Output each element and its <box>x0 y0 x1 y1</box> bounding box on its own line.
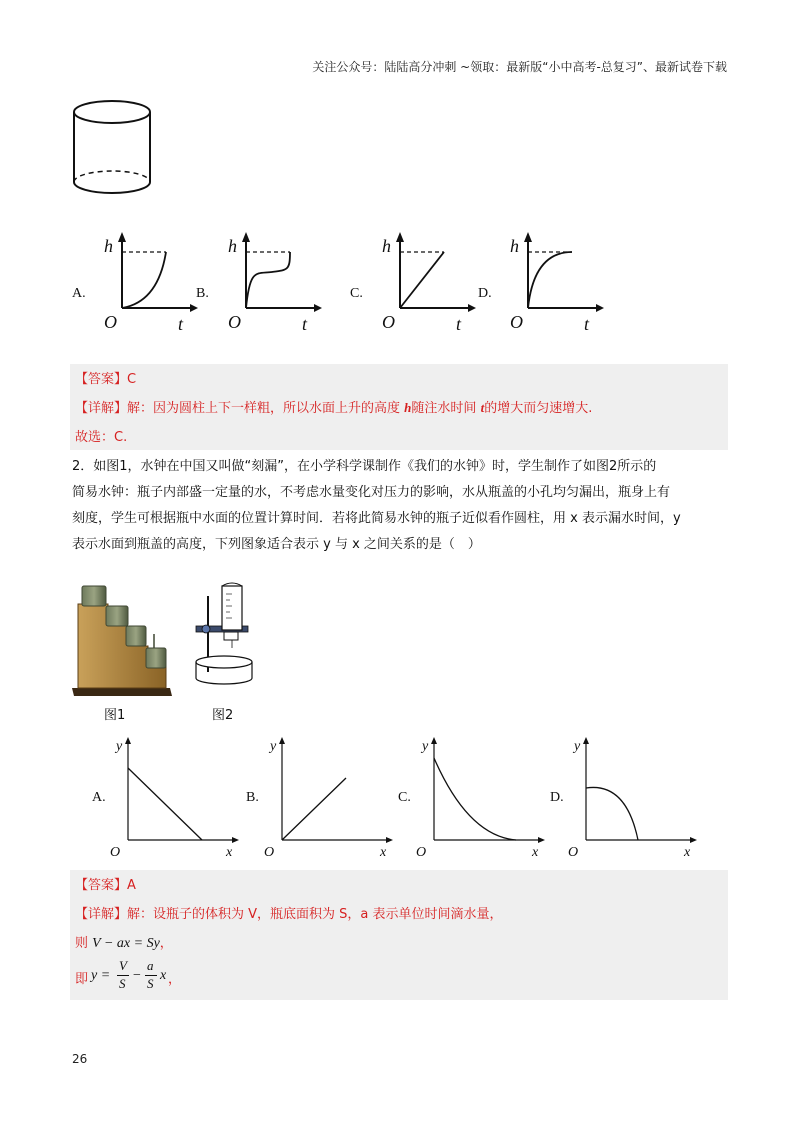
y-x-curve <box>586 787 638 840</box>
y-axis-arrow <box>242 232 250 242</box>
q2-line-4: 表示水面到瓶盖的高度，下列图象适合表示 y 与 x 之间关系的是（ ） <box>72 537 481 552</box>
q2-line3-suffix: ， <box>168 972 182 987</box>
q2-graph-svg <box>568 730 702 860</box>
y-axis-arrow <box>396 232 404 242</box>
y-axis-label: y <box>574 739 581 754</box>
origin-label: O <box>510 312 523 332</box>
q2-line-2: 简易水钟：瓶子内部盛一定量的水，不考虑水量变化对压力的影响，水从瓶盖的小孔均匀漏出，瓶身上有 <box>72 485 671 500</box>
q2-line2-prefix: 则 <box>75 936 89 951</box>
h-axis-label: h <box>228 236 237 256</box>
q2-frac1-den: S <box>119 976 126 991</box>
q2-answer-box <box>70 870 728 1000</box>
h-axis-label: h <box>510 236 519 256</box>
q2-answer-label: 【答案】 <box>75 878 128 893</box>
figure-2-simple-water-clock <box>190 580 260 704</box>
q1-option-letter: D. <box>478 286 492 301</box>
origin-label: O <box>110 845 121 860</box>
q1-option-letter: B. <box>196 286 209 301</box>
origin-label: O <box>568 845 579 860</box>
y-x-curve <box>434 758 516 840</box>
q2-line-3: 刻度，学生可根据瓶中水面的位置计算时间．若将此简易水钟的瓶子近似看作圆柱，用 x 表示漏水时间，y <box>72 511 681 526</box>
q2-option-letter: D. <box>550 790 564 805</box>
q1-detail-text: 解：因为圆柱上下一样粗，所以水面上升的高度 <box>127 401 401 416</box>
x-axis-arrow <box>538 837 545 843</box>
figure-2-caption: 图2 <box>212 708 234 723</box>
x-axis-arrow <box>314 304 322 312</box>
q1-detail-text3: 的增大而匀速增大. <box>484 401 593 416</box>
origin-label: O <box>104 312 117 332</box>
y-x-curve <box>128 768 202 840</box>
h-t-curve <box>122 252 166 308</box>
x-axis-arrow <box>232 837 239 843</box>
x-axis-label: x <box>226 845 233 860</box>
q2-line2-equation: V − ax = Sy <box>92 936 160 951</box>
x-axis-arrow <box>386 837 393 843</box>
y-axis-arrow <box>583 737 589 744</box>
x-axis-arrow <box>596 304 604 312</box>
t-axis-label: t <box>584 314 590 334</box>
q1-option-letter: A. <box>72 286 86 301</box>
q2-graph-svg <box>264 730 398 860</box>
q2-option-letter: C. <box>398 790 411 805</box>
x-axis-label: x <box>532 845 539 860</box>
q2-frac1-num: V <box>119 958 127 973</box>
figure-1-caption: 图1 <box>104 708 126 723</box>
origin-label: O <box>264 845 275 860</box>
q1-answer-box <box>70 364 728 450</box>
q2-line3-prefix: 即 <box>75 972 89 987</box>
x-axis-arrow <box>690 837 697 843</box>
q2-detail-label: 【详解】 <box>75 907 128 922</box>
x-axis-arrow <box>468 304 476 312</box>
q2-line-1: 2．如图1，水钟在中国又叫做“刻漏”，在小学科学课制作《我们的水钟》时，学生制作了如图2所示的 <box>72 459 657 474</box>
y-axis-arrow <box>125 737 131 744</box>
origin-label: O <box>416 845 427 860</box>
h-t-curve <box>400 252 444 308</box>
h-t-curve <box>528 252 572 308</box>
q1-answer-label: 【答案】 <box>75 372 128 387</box>
x-axis-arrow <box>190 304 198 312</box>
y-axis-arrow <box>431 737 437 744</box>
h-axis-label: h <box>104 236 113 256</box>
origin-label: O <box>382 312 395 332</box>
h-axis-label: h <box>382 236 391 256</box>
y-x-curve <box>282 778 346 840</box>
y-axis-arrow <box>279 737 285 744</box>
q1-detail-text2: 随注水时间 <box>411 401 477 416</box>
q1-detail-var-t: t <box>480 400 485 415</box>
y-axis-arrow <box>524 232 532 242</box>
t-axis-label: t <box>178 314 184 334</box>
q1-graph-svg <box>502 228 622 338</box>
q2-detail-text: 解：设瓶子的体积为 V，瓶底面积为 S，a 表示单位时间滴水量， <box>127 907 503 922</box>
q2-minus: − <box>133 968 141 983</box>
q1-choice: 故选：C. <box>75 430 128 445</box>
q2-question <box>72 455 732 555</box>
t-axis-label: t <box>302 314 308 334</box>
page-header: 关注公众号：陆陆高分冲刺 ~领取：最新版“小中高考-总复习”、最新试卷下载 <box>312 60 727 74</box>
y-axis-label: y <box>270 739 277 754</box>
q1-detail-label: 【详解】 <box>75 401 128 416</box>
cylinder-figure <box>70 98 160 212</box>
y-axis-label: y <box>116 739 123 754</box>
figure-1-water-clock-image <box>72 578 172 702</box>
q1-graph-svg <box>220 228 340 338</box>
q2-option-letter: A. <box>92 790 106 805</box>
q2-graph-svg <box>416 730 550 860</box>
q1-graph-svg <box>96 228 216 338</box>
q2-line2-suffix: ， <box>159 936 173 951</box>
q1-answer-value: C <box>127 372 137 387</box>
origin-label: O <box>228 312 241 332</box>
q1-graph-svg <box>374 228 494 338</box>
q1-detail-var-h: h <box>404 400 412 415</box>
page-number: 26 <box>72 1052 88 1066</box>
q2-line3-lhs: y = <box>91 968 111 983</box>
q2-line3-tail: x <box>160 968 167 983</box>
x-axis-label: x <box>380 845 387 860</box>
q2-option-letter: B. <box>246 790 259 805</box>
q2-answer-value: A <box>127 878 136 893</box>
y-axis-label: y <box>422 739 429 754</box>
q2-frac2-num: a <box>147 958 154 973</box>
h-t-curve <box>246 252 290 308</box>
q2-graph-svg <box>110 730 244 860</box>
q1-option-letter: C. <box>350 286 363 301</box>
x-axis-label: x <box>684 845 691 860</box>
t-axis-label: t <box>456 314 462 334</box>
q2-frac2-den: S <box>147 976 154 991</box>
y-axis-arrow <box>118 232 126 242</box>
